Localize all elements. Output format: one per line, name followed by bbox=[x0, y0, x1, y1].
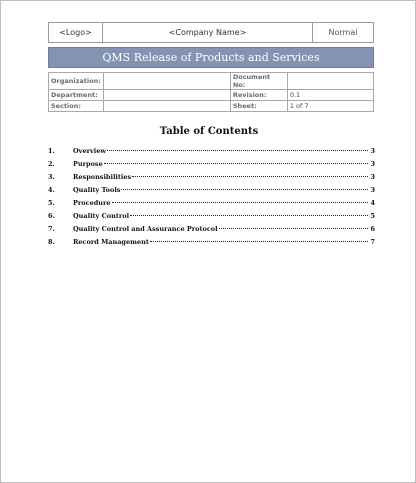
toc-entry-label: Purpose bbox=[73, 160, 103, 168]
toc-entry-page: 6 bbox=[370, 225, 375, 233]
toc-entry[interactable] bbox=[48, 212, 375, 225]
toc-entry-label: Quality Control bbox=[73, 212, 130, 220]
organization-label: Organization: bbox=[49, 73, 104, 90]
toc-leader-dots bbox=[112, 202, 368, 203]
toc-entry-label: Procedure bbox=[73, 199, 111, 207]
toc-entry-number: 7. bbox=[48, 225, 55, 233]
toc-title: Table of Contents bbox=[159, 126, 259, 137]
toc-entry[interactable] bbox=[48, 147, 375, 160]
toc-entry-number: 5. bbox=[48, 199, 55, 207]
toc-entry-number: 8. bbox=[48, 238, 55, 246]
sheet-label: Sheet: bbox=[230, 101, 287, 112]
toc-entry-label: Overview bbox=[73, 147, 106, 155]
department-label: Department: bbox=[49, 90, 104, 101]
company-name-placeholder: <Company Name> bbox=[103, 23, 313, 42]
toc-entry-page: 3 bbox=[370, 147, 375, 155]
toc-leader-dots bbox=[219, 228, 368, 229]
toc-entry-label: Quality Control and Assurance Protocol bbox=[73, 225, 218, 233]
toc-entry-number: 1. bbox=[48, 147, 55, 155]
toc-entry-number: 4. bbox=[48, 186, 55, 194]
info-row bbox=[49, 90, 374, 101]
organization-value bbox=[103, 73, 230, 90]
toc-entry-label: Quality Tools bbox=[73, 186, 121, 194]
toc-leader-dots bbox=[107, 150, 368, 151]
revision-value: 0.1 bbox=[287, 90, 373, 101]
toc-entry-number: 2. bbox=[48, 160, 55, 168]
sheet-value: 1 of 7 bbox=[287, 101, 373, 112]
toc-leader-dots bbox=[132, 176, 368, 177]
info-row bbox=[49, 73, 374, 90]
toc-leader-dots bbox=[121, 189, 368, 190]
toc-leader-dots bbox=[130, 215, 368, 216]
toc-entry-number: 6. bbox=[48, 212, 55, 220]
toc-entry-page: 3 bbox=[370, 186, 375, 194]
revision-label: Revision: bbox=[230, 90, 287, 101]
info-row bbox=[49, 101, 374, 112]
toc-leader-dots bbox=[150, 241, 368, 242]
toc-entry[interactable] bbox=[48, 186, 375, 199]
section-value bbox=[103, 101, 230, 112]
toc-entry-page: 4 bbox=[370, 199, 375, 207]
toc-entry-page: 3 bbox=[370, 160, 375, 168]
toc-entry-page: 5 bbox=[370, 212, 375, 220]
toc-entry-number: 3. bbox=[48, 173, 55, 181]
document-title: QMS Release of Products and Services bbox=[48, 47, 374, 68]
section-label: Section: bbox=[49, 101, 104, 112]
document-no-value bbox=[287, 73, 373, 90]
toc-entry-page: 3 bbox=[370, 173, 375, 181]
toc-entry-page: 7 bbox=[370, 238, 375, 246]
table-of-contents bbox=[48, 147, 375, 251]
document-no-label: Document No: bbox=[230, 73, 287, 90]
toc-entry[interactable] bbox=[48, 225, 375, 238]
document-status: Normal bbox=[328, 28, 358, 37]
document-header bbox=[48, 22, 374, 43]
toc-entry[interactable] bbox=[48, 199, 375, 212]
toc-leader-dots bbox=[104, 163, 368, 164]
toc-entry-label: Responsibilities bbox=[73, 173, 132, 181]
document-info-table bbox=[48, 72, 374, 112]
toc-entry[interactable] bbox=[48, 173, 375, 186]
toc-entry[interactable] bbox=[48, 238, 375, 251]
toc-entry[interactable] bbox=[48, 160, 375, 173]
department-value bbox=[103, 90, 230, 101]
toc-entry-label: Record Management bbox=[73, 238, 149, 246]
logo-placeholder: <Logo> bbox=[49, 23, 103, 42]
